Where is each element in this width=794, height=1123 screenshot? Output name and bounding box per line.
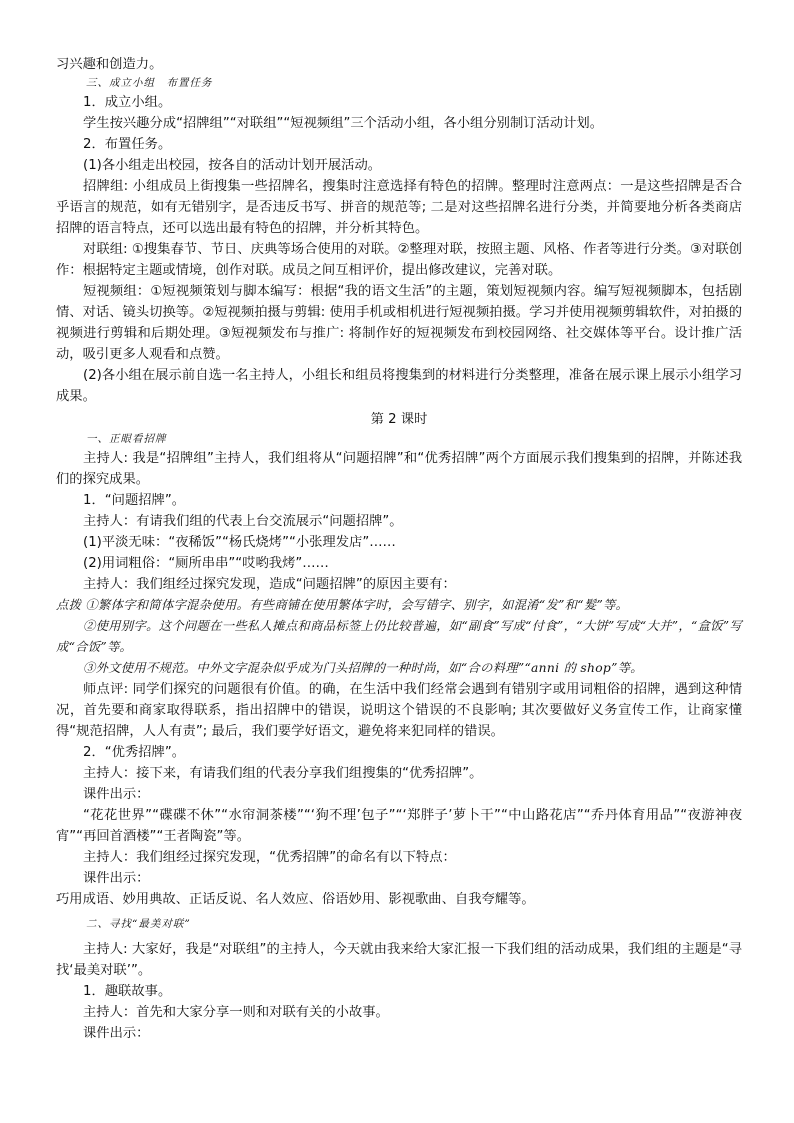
- paragraph: 1．趣联故事。: [83, 984, 172, 999]
- paragraph: 对联组: ①搜集春节、节日、庆典等场合使用的对联。②整理对联，按照主题、风格、作者等进行分类。③对联创作：根据特定主题或情境，创作对联。成员之间互相评价，提出修改建议，完善对联。: [56, 242, 742, 278]
- lesson-heading: 第 2 课时: [370, 412, 428, 427]
- paragraph: 1．成立小组。: [83, 95, 172, 110]
- paragraph: (2)用词粗俗：“厕所串串”“哎哟我烤”……: [83, 556, 329, 571]
- paragraph: 主持人: 我是“招牌组”主持人，我们组将从“问题招牌”和“优秀招牌”两个方面展示我们搜集到的招牌，并陈述我们的探究成果。: [56, 451, 742, 487]
- note-paragraph: ②使用别字。这个问题在一些私人摊点和商品标签上仍比较普遍，如“副食”写成“付食”，“大饼”写成“大并”，“盒饭”写成“合饭”等。: [56, 619, 742, 654]
- paragraph: (1)各小组走出校园，按各自的活动计划开展活动。: [83, 158, 382, 173]
- paragraph: 习兴趣和创造力。: [56, 57, 163, 72]
- section-heading: 二、寻找“最美对联”: [86, 918, 191, 930]
- note-paragraph: 点拨 ①繁体字和简体字混杂使用。有些商铺在使用繁体字时，会写错字、别字，如混淆“发”和“髮”等。: [56, 598, 629, 612]
- section-heading: 一、正眼看招牌: [86, 433, 167, 445]
- paragraph: “花花世界”“碟碟不休”“水帘洞茶楼”“‘狗不理’包子”“‘郑胖子’萝卜干”“中山路花店”“乔丹体育用品”“夜游神夜宵”“再回首酒楼”“王者陶瓷”等。: [56, 808, 742, 844]
- paragraph: 课件出示：: [83, 787, 150, 802]
- paragraph: 主持人：我们组经过探究发现，造成“问题招牌”的原因主要有：: [83, 577, 456, 592]
- paragraph: 主持人：有请我们组的代表上台交流展示“问题招牌”。: [83, 514, 403, 529]
- paragraph: 主持人：接下来，有请我们组的代表分享我们组搜集的“优秀招牌”。: [83, 766, 483, 781]
- paragraph: 2．布置任务。: [83, 137, 172, 152]
- section-heading: 三、成立小组 布置任务: [86, 77, 213, 89]
- paragraph: 巧用成语、妙用典故、正话反说、名人效应、俗语妙用、影视歌曲、自我夸耀等。: [56, 892, 535, 907]
- paragraph: 1．“问题招牌”。: [83, 493, 186, 508]
- paragraph: 主持人: 大家好，我是“对联组”的主持人，今天就由我来给大家汇报一下我们组的活动成果，我们组的主题是“寻找‘最美对联’”。: [56, 942, 742, 978]
- paragraph: 课件出示：: [83, 1026, 150, 1041]
- paragraph: 2．“优秀招牌”。: [83, 745, 186, 760]
- paragraph: (2)各小组在展示前自选一名主持人，小组长和组员将搜集到的材料进行分类整理，准备在展示课上展示小组学习成果。: [56, 368, 742, 404]
- paragraph: 主持人：首先和大家分享一则和对联有关的小故事。: [83, 1005, 389, 1020]
- paragraph: 短视频组：①短视频策划与脚本编写：根据“我的语文生活”的主题，策划短视频内容。编写短视频脚本，包括剧情、对话、镜头切换等。②短视频拍摄与剪辑: 使用手机或相机进行短视频拍摄。学习并使用视频剪辑软件，对拍摄的视频进行剪辑和后期处理。③短视频发布与推广: 将制作好的短视频发布到校园网络、社交媒体等平台。设计推广活动，吸引更多人观看和点赞。: [56, 284, 742, 362]
- paragraph: 师点评: 同学们探究的问题很有价值。的确，在生活中我们经常会遇到有错别字或用词粗俗的招牌，遇到这种情况，首先要和商家取得联系，指出招牌中的错误，说明这个错误的不良影响; 其次要做好义务宣传工作，让商家懂得“规范招牌，人人有责”; 最后，我们要学好语文，避免将来犯同样的错误。: [56, 682, 742, 739]
- paragraph: 招牌组: 小组成员上街搜集一些招牌名，搜集时注意选择有特色的招牌。整理时注意两点：一是这些招牌是否合乎语言的规范，如有无错别字，是否违反书写、拼音的规范等; 二是对这些招牌名进行分类，并简要地分析各类商店招牌的语言特点，还可以选出最有特色的招牌，并分析其特色。: [56, 179, 742, 236]
- paragraph: 课件出示：: [83, 871, 150, 886]
- note-paragraph: ③外文使用不规范。中外文字混杂似乎成为门头招牌的一种时尚，如“合の料理”“anni 的 shop”等。: [83, 661, 643, 675]
- paragraph: 主持人：我们组经过探究发现，“优秀招牌”的命名有以下特点：: [83, 850, 456, 865]
- document-page: [56, 54, 742, 1044]
- paragraph: 学生按兴趣分成“招牌组”“对联组”“短视频组”三个活动小组，各小组分别制订活动计划。: [83, 116, 604, 131]
- paragraph: (1)平淡无味：“夜稀饭”“杨氏烧烤”“小张理发店”……: [83, 535, 396, 550]
